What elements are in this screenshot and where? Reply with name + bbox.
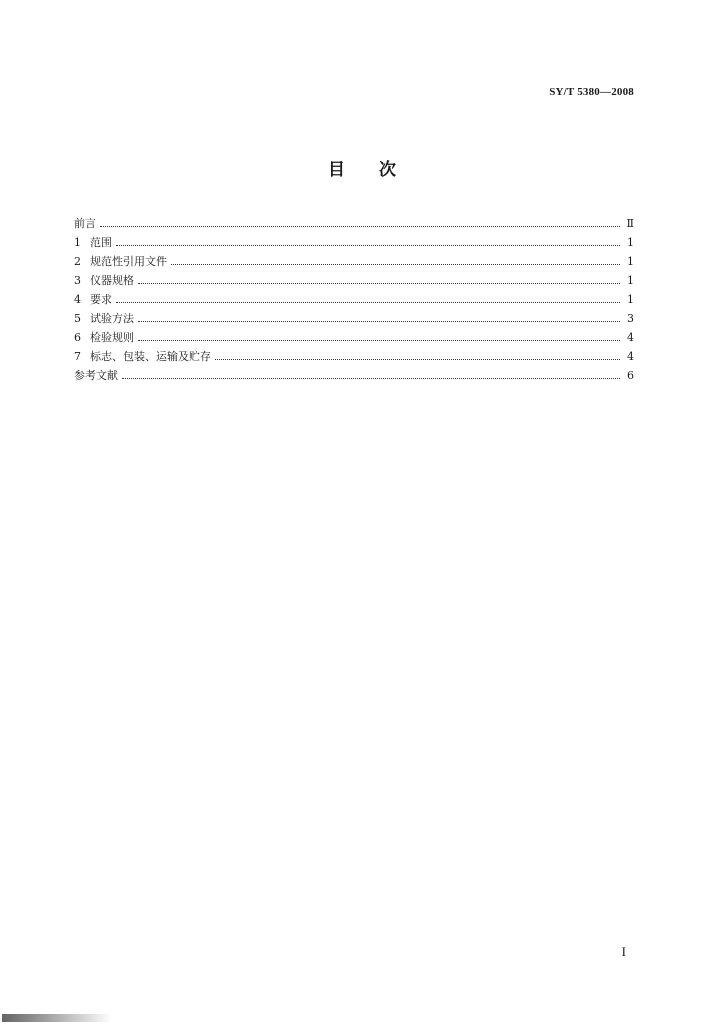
toc-entry-number: 1 xyxy=(74,236,81,249)
toc-entry-page: 1 xyxy=(627,274,634,287)
toc-entry-references[interactable] xyxy=(74,366,634,385)
toc-entry-number: 4 xyxy=(74,293,81,306)
toc-entry-number: 7 xyxy=(74,350,81,363)
toc-entry-page: 6 xyxy=(627,369,634,382)
toc-leader-dots xyxy=(116,244,620,246)
scan-artifact xyxy=(2,1014,112,1022)
toc-entry-page: 1 xyxy=(627,236,634,249)
page-number: I xyxy=(621,944,626,959)
toc-title-char-2: 次 xyxy=(378,160,396,180)
toc-entry-label: 试验方法 xyxy=(90,312,134,325)
toc-entry-label: 规范性引用文件 xyxy=(90,255,167,268)
toc-entry-label: 范围 xyxy=(90,236,112,249)
toc-entry-number: 6 xyxy=(74,331,81,344)
toc-entry-3[interactable] xyxy=(74,271,634,290)
toc-entry-5[interactable] xyxy=(74,309,634,328)
standard-code: SY/T 5380—2008 xyxy=(549,86,634,98)
toc-entry-foreword[interactable] xyxy=(74,214,634,233)
toc-leader-dots xyxy=(138,339,620,341)
toc-entry-page: Ⅱ xyxy=(626,217,634,230)
toc-entry-2[interactable] xyxy=(74,252,634,271)
toc-leader-dots xyxy=(171,263,620,265)
toc-entry-label: 检验规则 xyxy=(90,331,134,344)
toc-title-char-1: 目 xyxy=(328,160,346,180)
toc-entry-label: 前言 xyxy=(74,217,96,230)
toc-leader-dots xyxy=(138,320,620,322)
toc-entry-page: 1 xyxy=(627,255,634,268)
toc-entry-label: 参考文献 xyxy=(74,369,118,382)
toc-entry-page: 1 xyxy=(627,293,634,306)
toc-leader-dots xyxy=(122,377,620,379)
toc-leader-dots xyxy=(215,358,620,360)
toc-entry-4[interactable] xyxy=(74,290,634,309)
toc-entry-number: 5 xyxy=(74,312,81,325)
toc-title xyxy=(0,155,724,180)
toc-entry-page: 3 xyxy=(627,312,634,325)
toc-entry-label: 要求 xyxy=(90,293,112,306)
toc-entry-number: 2 xyxy=(74,255,81,268)
toc-leader-dots xyxy=(100,225,620,227)
toc-entry-1[interactable] xyxy=(74,233,634,252)
toc-leader-dots xyxy=(116,301,620,303)
toc-entry-7[interactable] xyxy=(74,347,634,366)
toc-entry-page: 4 xyxy=(627,331,634,344)
toc-entry-number: 3 xyxy=(74,274,81,287)
toc-entry-label: 仪器规格 xyxy=(90,274,134,287)
toc-leader-dots xyxy=(138,282,620,284)
toc-entry-6[interactable] xyxy=(74,328,634,347)
toc-entry-page: 4 xyxy=(627,350,634,363)
table-of-contents xyxy=(74,214,634,385)
toc-entry-label: 标志、包装、运输及贮存 xyxy=(90,350,211,363)
